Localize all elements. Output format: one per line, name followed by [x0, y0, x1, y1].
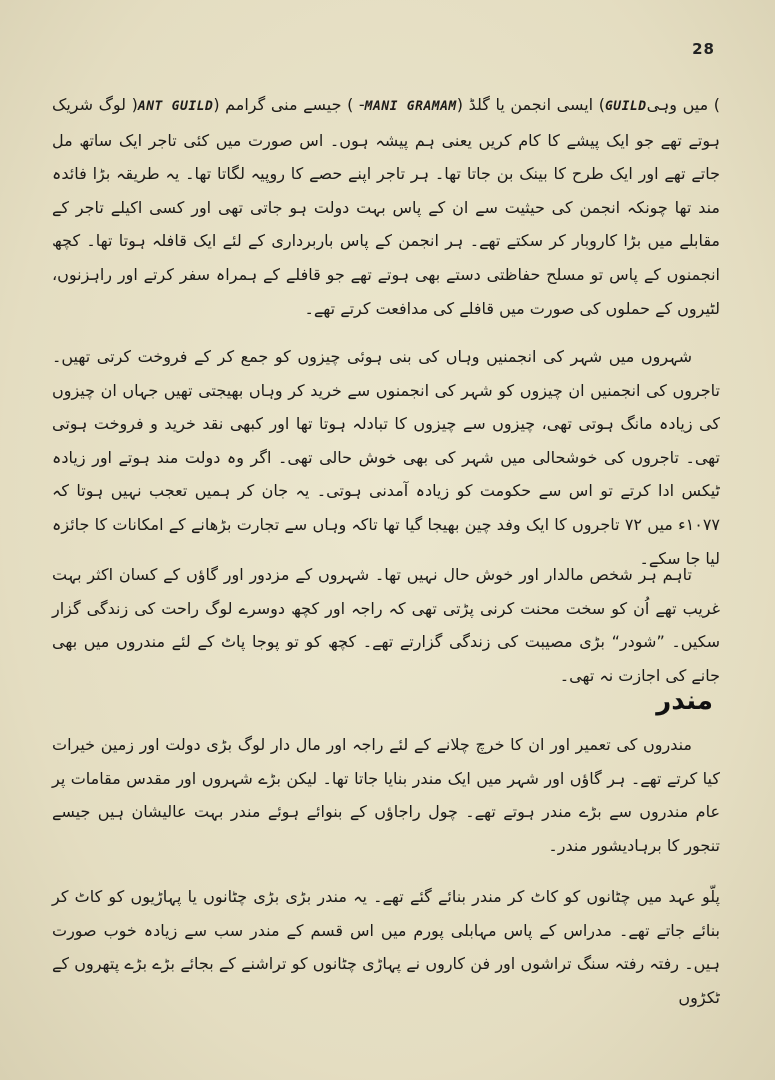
latin-term-ant-guild: ANT GUILD [137, 99, 214, 114]
intro-prefix: ( [131, 95, 138, 114]
paragraph-guilds-body: لوگ شریک ہوتے تھے جو ایک پیشے کا کام کریں یعنی ہم پیشہ ہوں۔ اس صورت میں کئی تاجر ایک ساتھ مل جاتے تھے اور ایک طرح کا بینک بن جاتا تھا۔ ہر تاجر اپنے حصے کا روپیہ لگاتا تھا۔ یہ طریقہ بڑا فائدہ مند تھا چونکہ انجمن کی حیثیت سے ان کے پاس بہت دولت ہو جاتی تھی اور کسی اکیلے تاجر کے مقابلے میں بڑا کاروبار کر سکتے تھے۔ ہر انجمن کے پاس باربرداری کے لئے ایک قافلہ ہوتا تھا۔ کچھ انجمنوں کے پاس تو مسلح حفاظتی دستے بھی ہوتے تھے جو قافلے کے ہمراہ سفر کرتے اور راہزنوں، لٹیروں کے حملوں کی صورت میں قافلے کی مدافعت کرتے تھے۔ [52, 95, 720, 318]
intro-mid-2: ) ایسی انجمن یا گلڈ ( [456, 95, 605, 114]
paragraph-city-trade [52, 340, 720, 575]
intro-mid-1: - ) جیسے منی گرامم ( [213, 95, 365, 114]
paragraph-guilds [52, 88, 720, 325]
paragraph-temple-building-text: مندروں کی تعمیر اور ان کا خرچ چلانے کے لئے راجہ اور مال دار لوگ بڑی دولت اور زمین خیرات کیا کرتے تھے۔ ہر گاؤں اور شہر میں ایک مندر بنایا جاتا تھا۔ لیکن بڑے شہروں اور مقدس مقامات پر عام مندروں سے بڑے مندر ہوتے تھے۔ چول راجاؤں کے بنوائے ہوئے مندر بہت عالیشان ہیں جیسے تنجور کا برہادیشور مندر۔ [52, 735, 720, 855]
intro-suffix: ) میں وہی [646, 95, 720, 114]
paragraph-poverty-text: تاہم ہر شخص مالدار اور خوش حال نہیں تھا۔ شہروں کے مزدور اور گاؤں کے کسان اکثر بہت غریب تھے اُن کو سخت محنت کرنی پڑتی تھی کہ راجہ اور کچھ دوسرے لوگ راحت کی زندگی گزار سکیں۔ ”شودر“ بڑی مصیبت کی زندگی گزارتے تھے۔ کچھ کو تو پوجا پاٹ کے لئے مندروں میں بھی جانے کی اجازت نہ تھی۔ [52, 565, 720, 685]
paragraph-temple-building [52, 728, 720, 862]
paragraph-city-trade-text: شہروں میں شہر کی انجمنیں وہاں کی بنی ہوئی چیزوں کو جمع کر کے فروخت کرتی تھیں۔ تاجروں کی انجمنیں ان چیزوں کو شہر کی انجمنوں سے خرید کر وہاں بھیجتی تھیں جہاں ان چیزوں کی زیادہ مانگ ہوتی تھی، چیزوں سے چیزوں کا تبادلہ ہوتا تھا اور کبھی نقد خرید و فروخت ہوتی تھی۔ تاجروں کی خوشحالی میں شہر کی بھی خوش حالی تھی۔ اگر وہ دولت مند ہوتے اور زیادہ ٹیکس ادا کرتے تو اس سے حکومت کو زیادہ آمدنی ہوتی۔ یہ جان کر ہمیں تعجب نہیں ہوتا کہ ۱۰۷۷ء میں ۷۲ تاجروں کا ایک وفد چین بھیجا گیا تھا تاکہ وہاں سے تجارت بڑھانے کے امکانات کا جائزہ لیا جا سکے۔ [52, 347, 720, 568]
paragraph-poverty [52, 558, 720, 692]
section-heading-temples: مندر [656, 686, 713, 716]
page-number: 28 [692, 40, 715, 58]
paragraph-rock-temples [52, 880, 720, 1014]
paragraph-guilds-text [52, 88, 720, 325]
latin-term-guild: GUILD [604, 99, 647, 114]
latin-term-mani-gramam: MANI GRAMAM [364, 99, 457, 114]
paragraph-rock-temples-text: پلّو عہد میں چٹانوں کو کاٹ کر مندر بنائے گئے تھے۔ یہ مندر بڑی بڑی چٹانوں یا پہاڑیوں کو کاٹ کر بنائے جاتے تھے۔ مدراس کے پاس مہابلی پورم میں اس قسم کے مندر سب سے زیادہ خوب صورت ہیں۔ رفتہ رفتہ سنگ تراشوں اور فن کاروں نے پہاڑی چٹانوں کو تراشنے کے بجائے بڑے بڑے پتھروں کے ٹکڑوں [52, 887, 720, 1007]
